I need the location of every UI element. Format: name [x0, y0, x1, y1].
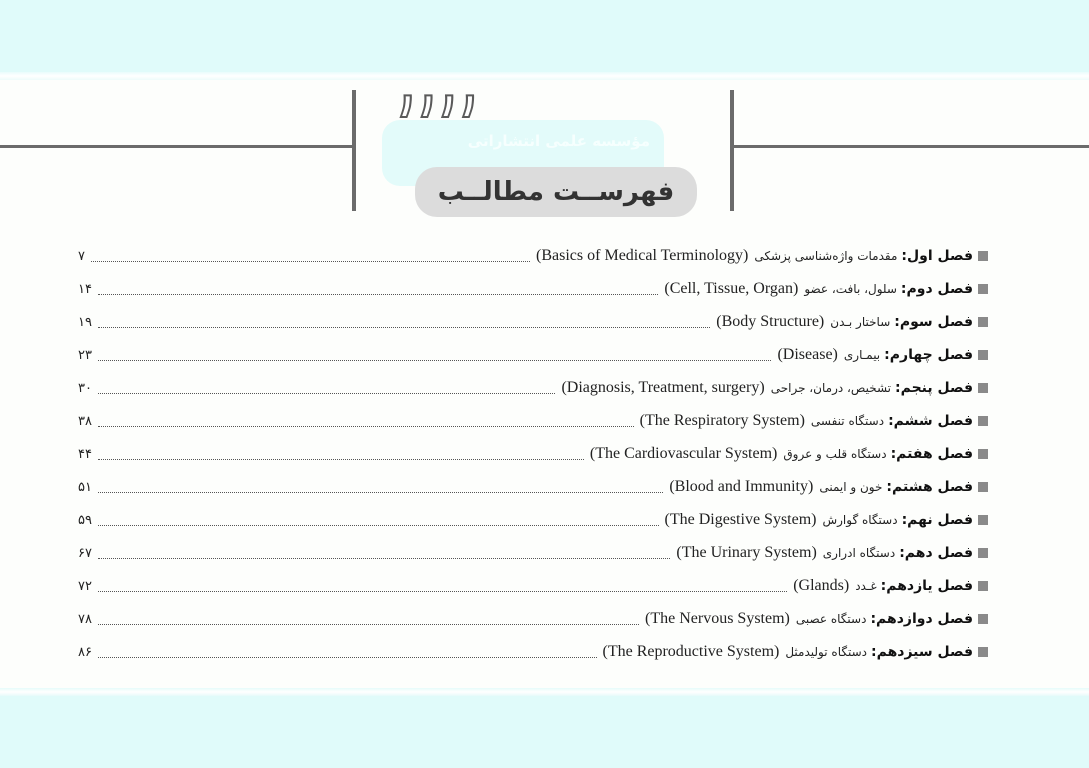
chapter-label: فصل دوازدهم:: [870, 611, 973, 627]
chapter-title-en: (Blood and Immunity): [669, 478, 814, 495]
chapter-title-fa: خون و ایمنی: [819, 480, 883, 494]
chapter-title-en: (The Nervous System): [645, 610, 790, 627]
square-bullet-icon: [978, 449, 988, 459]
toc-entry[interactable]: [78, 441, 988, 467]
page-number: ۵۹: [78, 512, 92, 528]
chapter-title-en: (The Digestive System): [664, 511, 817, 528]
chapter-label: فصل سوم:: [894, 314, 973, 330]
square-bullet-icon: [978, 350, 988, 360]
top-band: [0, 0, 1089, 72]
page-number: ۷: [78, 248, 85, 264]
page-number: ۷۸: [78, 611, 92, 627]
chapter-label: فصل دهم:: [899, 545, 973, 561]
chapter-title-fa: مقدمات واژه‌شناسی پزشکی: [754, 249, 898, 263]
page-title: فهرســت مطالــب: [437, 177, 675, 207]
dot-leader: [98, 492, 663, 493]
toc-entry[interactable]: [78, 639, 988, 665]
top-stripe: [0, 72, 1089, 80]
right-bar: [730, 90, 734, 211]
chapter-title-en: (The Respiratory System): [639, 412, 805, 429]
chapter-title-en: (Glands): [793, 577, 850, 594]
toc-entry[interactable]: [78, 606, 988, 632]
dot-leader: [98, 459, 584, 460]
chapter-title-fa: دستگاه گوارش: [822, 513, 898, 527]
square-bullet-icon: [978, 416, 988, 426]
chapter-label: فصل پنجم:: [895, 380, 973, 396]
chapter-label: فصل اول:: [901, 248, 973, 264]
chapter-title-fa: دستگاه ادراری: [822, 546, 896, 560]
chapter-label: فصل چهارم:: [884, 347, 973, 363]
chapter-title-fa: دستگاه تنفسی: [810, 414, 885, 428]
page-number: ۸۶: [78, 644, 92, 660]
chapter-title-en: (The Reproductive System): [602, 643, 780, 660]
chapter-label: فصل ششم:: [888, 413, 973, 429]
chapter-title-fa: دستگاه عصبی: [795, 612, 867, 626]
watermark-text: مؤسسه علمی انتشاراتی: [467, 132, 650, 150]
chapter-title-en: (Diagnosis, Treatment, surgery): [561, 379, 765, 396]
square-bullet-icon: [978, 383, 988, 393]
chapter-label: فصل نهم:: [901, 512, 973, 528]
page-number: ۳۰: [78, 380, 92, 396]
page-number: ۷۲: [78, 578, 92, 594]
chapter-label: فصل هفتم:: [890, 446, 973, 462]
dot-leader: [98, 657, 597, 658]
toc-entry[interactable]: [78, 507, 988, 533]
chapter-title-en: (Cell, Tissue, Organ): [664, 280, 799, 297]
square-bullet-icon: [978, 581, 988, 591]
page-number: ۵۱: [78, 479, 92, 495]
toc-entry[interactable]: [78, 276, 988, 302]
toc-entry[interactable]: [78, 243, 988, 269]
chapter-title-fa: ساختار بـدن: [830, 315, 891, 329]
page-number: ۱۴: [78, 281, 92, 297]
chapter-title-fa: بیمـاری: [843, 348, 881, 362]
square-bullet-icon: [978, 482, 988, 492]
chapter-title-en: (The Cardiovascular System): [589, 445, 778, 462]
bottom-stripe: [0, 688, 1089, 696]
title-pill: [415, 167, 697, 217]
chapter-title-fa: سلول، بافت، عضو: [804, 282, 897, 296]
page-number: ۱۹: [78, 314, 92, 330]
toc-entry[interactable]: [78, 573, 988, 599]
dot-leader: [91, 261, 530, 262]
chapter-title-fa: تشخیص، درمان، جراحی: [770, 381, 892, 395]
page-number: ۶۷: [78, 545, 92, 561]
dot-leader: [98, 327, 710, 328]
square-bullet-icon: [978, 548, 988, 558]
dot-leader: [98, 624, 639, 625]
square-bullet-icon: [978, 251, 988, 261]
bottom-band: [0, 696, 1089, 768]
page-number: ۴۴: [78, 446, 92, 462]
toc-entry[interactable]: [78, 408, 988, 434]
square-bullet-icon: [978, 317, 988, 327]
left-bar: [352, 90, 356, 211]
dot-leader: [98, 558, 670, 559]
chapter-label: فصل دوم:: [900, 281, 973, 297]
publisher-logo: ۱۱۱۱: [388, 86, 487, 126]
left-rule: [0, 145, 354, 148]
chapter-title-en: (The Urinary System): [676, 544, 817, 561]
chapter-label: فصل یازدهم:: [880, 578, 973, 594]
square-bullet-icon: [978, 614, 988, 624]
chapter-title-fa: غـدد: [855, 579, 877, 593]
page-number: ۳۸: [78, 413, 92, 429]
page-number: ۲۳: [78, 347, 92, 363]
dot-leader: [98, 294, 658, 295]
dot-leader: [98, 525, 659, 526]
dot-leader: [98, 426, 634, 427]
chapter-title-fa: دستگاه قلب و عروق: [783, 447, 887, 461]
square-bullet-icon: [978, 515, 988, 525]
dot-leader: [98, 591, 787, 592]
square-bullet-icon: [978, 284, 988, 294]
toc-entry[interactable]: [78, 375, 988, 401]
dot-leader: [98, 360, 772, 361]
chapter-label: فصل هشتم:: [886, 479, 973, 495]
toc-entry[interactable]: [78, 540, 988, 566]
chapter-title-en: (Body Structure): [716, 313, 825, 330]
chapter-title-fa: دستگاه تولیدمثل: [785, 645, 867, 659]
chapter-title-en: (Basics of Medical Terminology): [536, 247, 749, 264]
dot-leader: [98, 393, 555, 394]
square-bullet-icon: [978, 647, 988, 657]
toc-entry[interactable]: [78, 342, 988, 368]
chapter-title-en: (Disease): [777, 346, 838, 363]
chapter-label: فصل سیزدهم:: [871, 644, 973, 660]
toc-entry[interactable]: [78, 474, 988, 500]
right-rule: [732, 145, 1089, 148]
toc-entry[interactable]: [78, 309, 988, 335]
